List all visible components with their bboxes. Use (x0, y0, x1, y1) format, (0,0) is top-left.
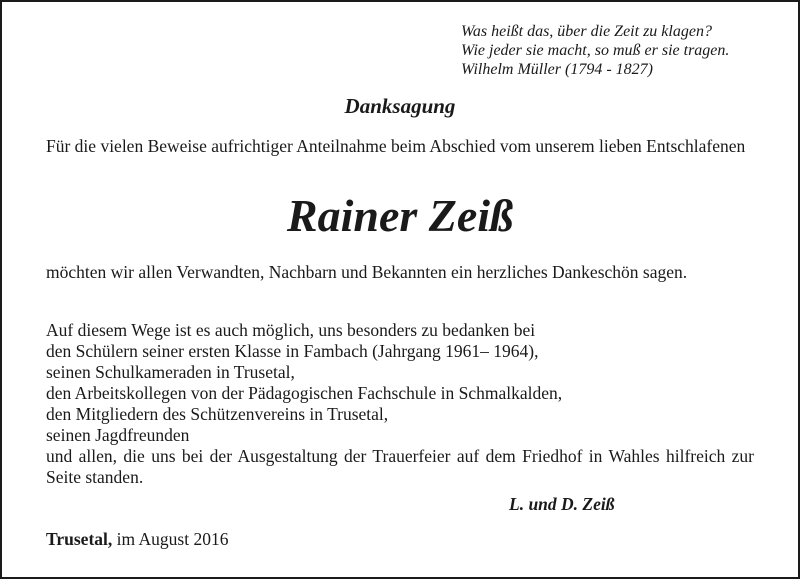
special-thanks-line: den Arbeitskollegen von der Pädagogischen Fachschule in Schmalkalden, (46, 383, 563, 403)
special-thanks-line: seinen Jagdfreunden (46, 425, 190, 445)
intro-paragraph: Für die vielen Beweise aufrichtiger Anteilnahme beim Abschied vom unserem lieben Entschlafenen (46, 136, 746, 156)
special-thanks-line: und allen, die uns bei der Ausgestaltung der Trauerfeier auf dem Friedhof in Wahles hilfreich zur Seite standen. (46, 446, 754, 487)
special-thanks-line: den Schülern seiner ersten Klasse in Fambach (Jahrgang 1961– 1964), (46, 341, 539, 361)
special-thanks-block (46, 320, 754, 488)
date: im August 2016 (116, 529, 229, 549)
thanks-paragraph: möchten wir allen Verwandten, Nachbarn und Bekannten ein herzliches Dankeschön sagen. (46, 262, 688, 282)
special-thanks-line: seinen Schulkameraden in Trusetal, (46, 362, 295, 382)
quote-line-2: Wie jeder sie macht, so muß er sie tragen. (461, 42, 730, 59)
special-thanks-line: den Mitgliedern des Schützenvereins in Trusetal, (46, 404, 389, 424)
epigraph-quote (461, 22, 729, 79)
place: Trusetal, (46, 529, 113, 549)
quote-author: Wilhelm Müller (1794 - 1827) (461, 61, 653, 78)
deceased-name: Rainer Zeiß (286, 190, 514, 241)
place-and-date (46, 529, 228, 550)
quote-line-1: Was heißt das, über die Zeit zu klagen? (461, 23, 712, 40)
notice-title: Danksagung (344, 94, 456, 118)
special-thanks-line: Auf diesem Wege ist es auch möglich, uns besonders zu bedanken bei (46, 320, 536, 340)
signature: L. und D. Zeiß (509, 494, 615, 514)
